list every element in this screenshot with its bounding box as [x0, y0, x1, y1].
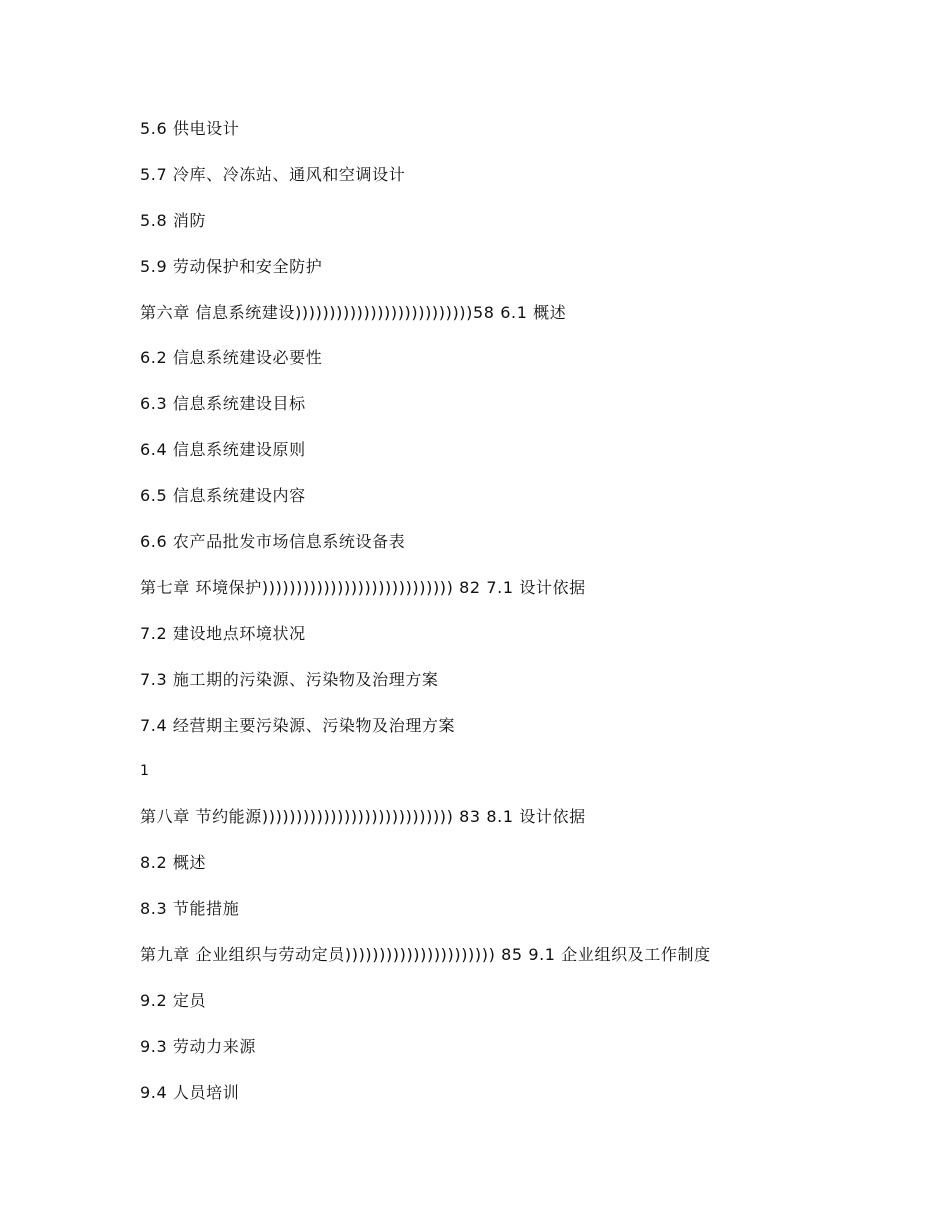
toc-chapter-9: 第九章 企业组织与劳动定员)))))))))))))))))))))) 85 9.1 企业组织及工作制度 — [140, 945, 711, 965]
toc-entry-9-3: 9.3 劳动力来源 — [140, 1036, 256, 1056]
toc-entry-6-2: 6.2 信息系统建设必要性 — [140, 348, 323, 368]
toc-entry-7-3: 7.3 施工期的污染源、污染物及治理方案 — [140, 669, 439, 689]
toc-entry-9-2: 9.2 定员 — [140, 990, 207, 1010]
table-of-contents — [140, 116, 920, 1126]
toc-entry-5-7: 5.7 冷库、冷冻站、通风和空调设计 — [140, 164, 406, 184]
page-number: 1 — [140, 763, 149, 780]
toc-chapter-6: 第六章 信息系统建设))))))))))))))))))))))))))58 6.1 概述 — [140, 302, 567, 322]
toc-entry-9-4: 9.4 人员培训 — [140, 1082, 240, 1102]
toc-entry-7-2: 7.2 建设地点环境状况 — [140, 623, 306, 643]
toc-entry-8-2: 8.2 概述 — [140, 853, 207, 873]
toc-entry-5-8: 5.8 消防 — [140, 210, 207, 230]
toc-entry-5-6: 5.6 供电设计 — [140, 119, 240, 138]
toc-chapter-7: 第七章 环境保护)))))))))))))))))))))))))))) 82 7.1 设计依据 — [140, 577, 586, 597]
toc-entry-5-9: 5.9 劳动保护和安全防护 — [140, 256, 323, 276]
toc-entry-8-3: 8.3 节能措施 — [140, 899, 240, 919]
toc-chapter-8: 第八章 节约能源)))))))))))))))))))))))))))) 83 8.1 设计依据 — [140, 807, 586, 827]
toc-entry-6-3: 6.3 信息系统建设目标 — [140, 394, 306, 414]
toc-entry-6-4: 6.4 信息系统建设原则 — [140, 440, 306, 460]
toc-entry-6-5: 6.5 信息系统建设内容 — [140, 486, 306, 506]
toc-entry-6-6: 6.6 农产品批发市场信息系统设备表 — [140, 532, 406, 552]
toc-entry-7-4: 7.4 经营期主要污染源、污染物及治理方案 — [140, 715, 456, 735]
